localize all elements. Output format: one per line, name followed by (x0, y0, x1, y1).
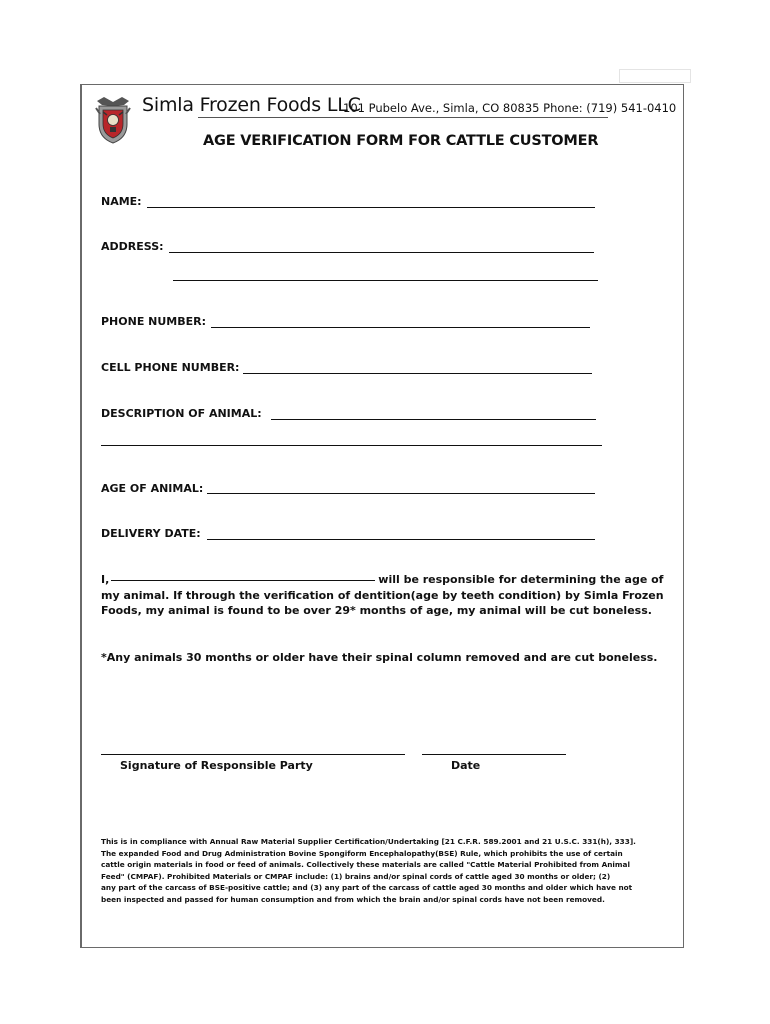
company-name: Simla Frozen Foods LLC (142, 94, 361, 116)
description-label: DESCRIPTION OF ANIMAL: (101, 407, 262, 420)
date-field[interactable] (422, 754, 566, 755)
name-field[interactable] (147, 207, 595, 208)
form-title: AGE VERIFICATION FORM FOR CATTLE CUSTOMER (203, 133, 599, 149)
crest-logo-icon (94, 94, 132, 144)
statement-line-3: Foods, my animal is found to be over 29* months of age, my animal will be cut boneless. (101, 604, 652, 617)
signature-caption: Signature of Responsible Party (120, 759, 313, 772)
age-field[interactable] (207, 493, 595, 494)
responsibility-statement (101, 572, 664, 619)
phone-label: PHONE NUMBER: (101, 315, 207, 328)
statement-line-1-text: will be responsible for determining the age of (378, 573, 664, 586)
blank-corner-box (619, 69, 691, 83)
address-field-line-2[interactable] (173, 280, 598, 281)
statement-line-1 (101, 572, 664, 588)
footer-line: cattle origin materials in food or feed of animals. Collectively these materials are called "Cattle Material Prohibited from Animal (101, 860, 630, 870)
address-field-line-1[interactable] (169, 252, 594, 253)
description-field-line-2[interactable] (101, 445, 602, 446)
form-border (80, 84, 684, 948)
statement-line-2: my animal. If through the verification of dentition(age by teeth condition) by Simla Frozen (101, 588, 664, 602)
footer-line: Feed" (CMPAF). Prohibited Materials or CMPAF include: (1) brains and/or spinal cords of cattle aged 30 months or older; (2) (101, 871, 611, 881)
compliance-footer (101, 836, 681, 906)
footer-line: The expanded Food and Drug Administration Bovine Spongiform Encephalopathy(BSE) Rule, which prohibits the use of certain (101, 848, 623, 858)
footer-line: any part of the carcass of BSE-positive cattle; and (3) any part of the carcass of cattle aged 30 months and older which have not (101, 883, 633, 893)
spinal-column-note: *Any animals 30 months or older have their spinal column removed and are cut boneless. (101, 651, 658, 664)
delivery-date-field[interactable] (207, 539, 595, 540)
description-field-line-1[interactable] (271, 419, 596, 420)
statement-prefix: I, (101, 573, 110, 586)
date-caption: Date (451, 759, 481, 772)
signature-field[interactable] (101, 754, 405, 755)
age-label: AGE OF ANIMAL: (101, 482, 204, 495)
address-label: ADDRESS: (101, 240, 164, 253)
delivery-date-label: DELIVERY DATE: (101, 527, 201, 540)
cell-phone-field[interactable] (243, 373, 592, 374)
phone-field[interactable] (211, 327, 590, 328)
footer-line: been inspected and passed for human consumption and from which the brain and/or spinal cords have not been removed. (101, 894, 605, 904)
header-underline (198, 117, 608, 118)
name-label: NAME: (101, 195, 142, 208)
company-address: 101 Pubelo Ave., Simla, CO 80835 Phone: (719) 541-0410 (343, 101, 677, 115)
footer-line: This is in compliance with Annual Raw Material Supplier Certification/Undertaking [21 C.F.R. 589.2001 and 21 U.S.C. 331(h), 333]. (101, 837, 636, 846)
cell-phone-label: CELL PHONE NUMBER: (101, 361, 240, 374)
responsible-name-field[interactable] (111, 579, 375, 581)
